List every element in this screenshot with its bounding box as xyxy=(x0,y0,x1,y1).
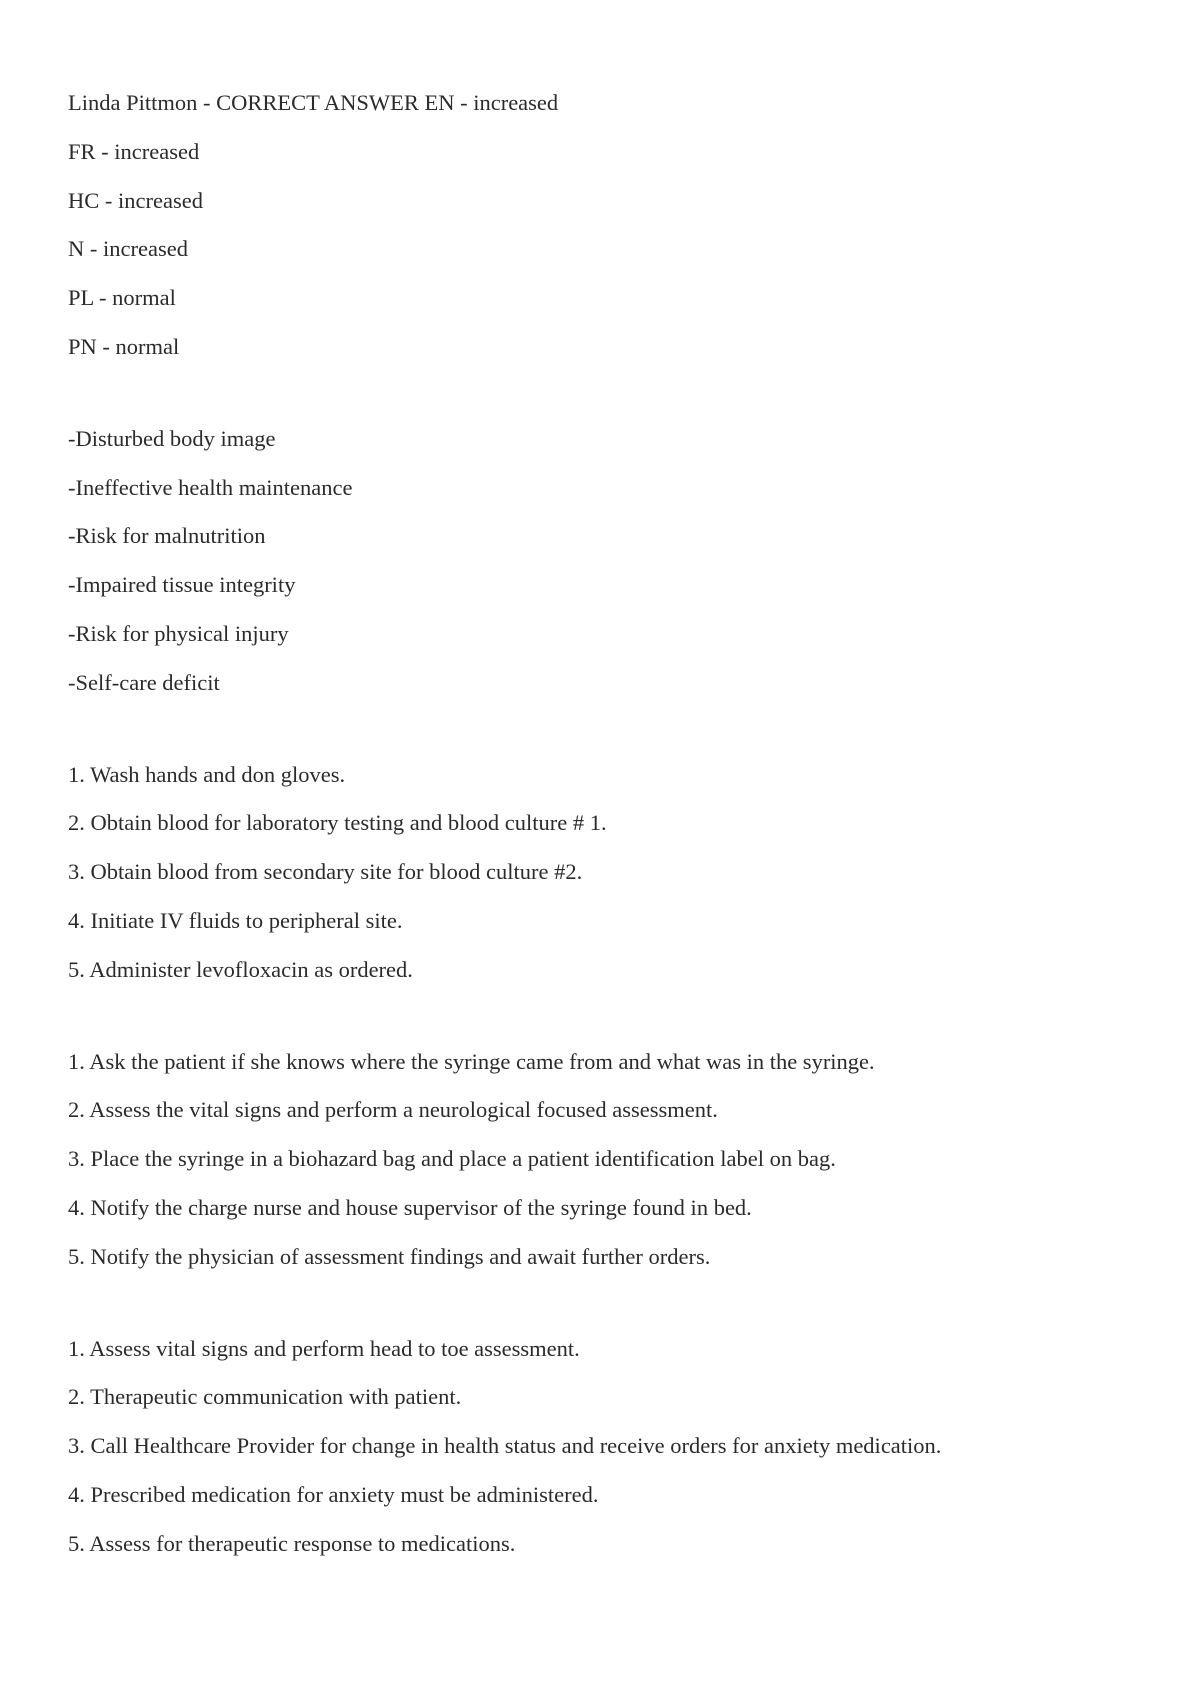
steps-block-1 xyxy=(68,760,1191,1004)
step-item: 3. Obtain blood from secondary site for blood culture #2. xyxy=(68,859,583,885)
step-item: 4. Prescribed medication for anxiety must be administered. xyxy=(68,1481,599,1507)
section-gap xyxy=(68,1291,1191,1334)
step-item: 4. Notify the charge nurse and house supervisor of the syringe found in bed. xyxy=(68,1194,752,1220)
header-line: Linda Pittmon - CORRECT ANSWER EN - increased xyxy=(68,90,559,115)
header-line: FR - increased xyxy=(68,138,200,164)
diagnosis-item: -Risk for malnutrition xyxy=(68,523,266,549)
step-item: 2. Therapeutic communication with patient. xyxy=(68,1384,462,1410)
step-item: 4. Initiate IV fluids to peripheral site. xyxy=(68,907,403,933)
step-item: 1. Ask the patient if she knows where the syringe came from and what was in the syringe. xyxy=(68,1048,875,1074)
step-item: 5. Assess for therapeutic response to medications. xyxy=(68,1530,516,1556)
step-item: 1. Wash hands and don gloves. xyxy=(68,761,346,787)
step-item: 5. Administer levofloxacin as ordered. xyxy=(68,956,413,982)
step-item: 3. Place the syringe in a biohazard bag and place a patient identification label on bag. xyxy=(68,1146,836,1172)
steps-block-2 xyxy=(68,1047,1191,1291)
diagnosis-item: -Ineffective health maintenance xyxy=(68,474,353,500)
section-gap xyxy=(68,1004,1191,1047)
header-line: PL - normal xyxy=(68,285,176,311)
header-line: N - increased xyxy=(68,236,188,262)
diagnosis-item: -Impaired tissue integrity xyxy=(68,572,296,598)
step-item: 2. Obtain blood for laboratory testing and blood culture # 1. xyxy=(68,810,607,836)
section-gap xyxy=(68,381,1191,424)
header-line: PN - normal xyxy=(68,333,180,359)
section-gap xyxy=(68,717,1191,760)
step-item: 2. Assess the vital signs and perform a neurological focused assessment. xyxy=(68,1097,718,1123)
header-line: HC - increased xyxy=(68,187,203,213)
step-item: 5. Notify the physician of assessment findings and await further orders. xyxy=(68,1243,711,1269)
steps-block-3 xyxy=(68,1334,1191,1578)
header-values-block xyxy=(68,88,1191,381)
diagnosis-item: -Risk for physical injury xyxy=(68,620,289,646)
diagnoses-block xyxy=(68,424,1191,717)
diagnosis-item: -Disturbed body image xyxy=(68,425,276,451)
diagnosis-item: -Self-care deficit xyxy=(68,669,220,695)
step-item: 3. Call Healthcare Provider for change in health status and receive orders for anxiety medication. xyxy=(68,1433,942,1459)
step-item: 1. Assess vital signs and perform head to toe assessment. xyxy=(68,1335,580,1361)
